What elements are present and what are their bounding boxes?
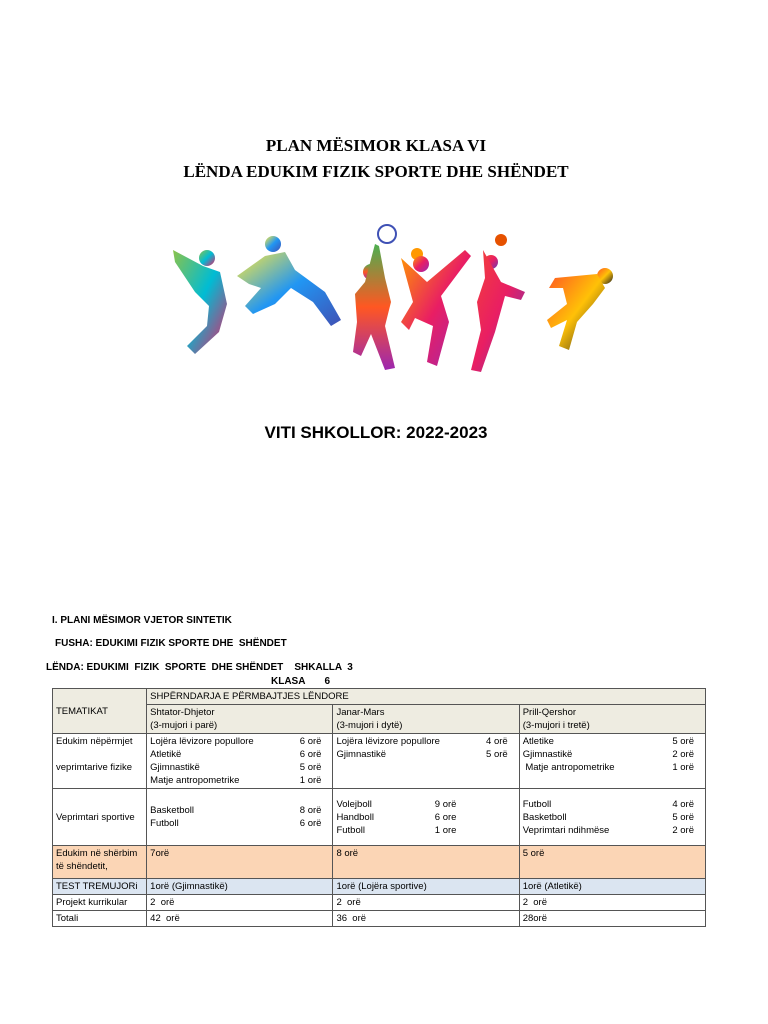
activity-name: Futboll [336,824,365,836]
period-sub: (3-mujori i dytë) [336,720,403,731]
activity-name: Gjimnastikë [336,749,387,760]
activity-hours: 1 orë [299,775,322,786]
document-title: PLAN MËSIMOR KLASA VI [265,136,487,155]
activity-hours: 2 orë [672,824,694,836]
activity-name: Basketboll [522,811,567,823]
curriculum-table [52,688,706,927]
activity-hours: 4 orë [486,736,508,747]
period-cell [147,734,333,789]
activity-hours: 6 orë [299,736,322,747]
activity-hours: 8 orë [299,805,322,816]
period-cell: 1orë (Atletikë) [519,879,705,895]
activity-line [523,748,702,761]
activity-name: Matje antropometrike [150,775,240,786]
period-name: Shtator-Dhjetor [150,707,215,718]
activity-hours: 1 orë [672,762,694,773]
theme-cell: Totali [53,911,147,927]
period-cell: 5 orë [519,846,705,879]
activity-line [336,824,456,837]
table-period-row [53,705,706,734]
period-cell: 28orë [519,911,705,927]
table-row [53,734,706,789]
table-header-row [53,689,706,705]
period-cell: 2 orë [147,895,333,911]
theme-cell: TEST TREMUJORi [53,879,147,895]
period-name: Janar-Mars [336,707,385,718]
activity-line [336,798,456,811]
activity-name: Basketboll [150,805,195,816]
activity-name: Futboll [522,798,552,810]
period-cell: 36 orë [333,911,519,927]
activity-line [523,811,702,824]
period-header [333,705,519,734]
activity-hours: 9 orë [434,798,457,810]
activity-hours: 5 orë [299,762,322,773]
activity-name: Handboll [336,811,374,823]
activity-hours: 2 orë [672,749,694,760]
activity-name: Lojëra lëvizore popullore [336,736,440,747]
activity-hours: 5 orë [672,811,694,823]
period-sub: (3-mujori i tretë) [522,720,590,731]
activity-line [150,735,329,748]
period-cell: 1orë (Gjimnastikë) [147,879,333,895]
activity-line [336,735,515,748]
activity-name: Futboll [150,818,179,829]
theme-cell: Edukim në shërbim të shëndetit, [53,846,147,879]
period-cell: 2 orë [333,895,519,911]
activity-name: Matje antropometrike [522,762,615,773]
activity-line [336,748,515,761]
period-cell [519,789,705,846]
activity-line [523,761,702,774]
field-label: FUSHA: EDUKIMI FIZIK SPORTE DHE SHËNDET [55,638,287,649]
subject-label: LËNDA: EDUKIMI FIZIK SPORTE DHE SHËNDET SHKALLA 3 [46,662,353,673]
activity-line [523,798,702,811]
section-heading: I. PLANI MËSIMOR VJETOR SINTETIK [52,615,232,626]
activity-line [150,761,329,774]
period-cell [333,789,519,846]
theme-line: veprimtarive fizike [56,762,133,773]
activity-hours: 5 orë [672,736,694,747]
activity-name: Veprimtari ndihmëse [522,824,610,836]
activity-line [150,774,329,787]
sports-silhouettes-illustration [165,222,625,382]
school-year: VITI SHKOLLOR: 2022-2023 [264,423,488,442]
period-cell [519,734,705,789]
activity-line [523,735,702,748]
period-name: Prill-Qershor [522,707,577,718]
activity-line [150,748,329,761]
activity-hours: 1 ore [434,824,457,836]
table-row-health [53,846,706,879]
period-cell: 7orë [147,846,333,879]
activity-line [523,824,702,837]
theme-line: Edukim nëpërmjet [56,736,133,747]
theme-cell [53,734,147,789]
table-row-total [53,911,706,927]
table-row-project [53,895,706,911]
activity-hours: 4 orë [672,798,694,810]
period-cell [333,734,519,789]
activity-name: Gjimnastikë [522,749,573,760]
activity-hours: 6 ore [434,811,457,823]
table-row-test [53,879,706,895]
activity-line [150,817,329,830]
activity-name: Atletikë [150,749,182,760]
column-header-distribution: SHPËRNDARJA E PËRMBAJTJES LËNDORE [147,689,706,705]
period-cell: 42 orë [147,911,333,927]
period-sub: (3-mujori i parë) [150,720,218,731]
activity-hours: 5 orë [486,749,508,760]
period-cell [147,789,333,846]
table-row [53,789,706,846]
activity-hours: 6 orë [299,749,322,760]
activity-line [336,811,456,824]
period-cell: 8 orë [333,846,519,879]
activity-line [150,804,329,817]
period-header [519,705,705,734]
document-subtitle: LËNDA EDUKIM FIZIK SPORTE DHE SHËNDET [183,162,569,181]
column-header-theme: TEMATIKAT [53,689,147,734]
period-cell: 2 orë [519,895,705,911]
period-header [147,705,333,734]
activity-name: Gjimnastikë [150,762,200,773]
activity-name: Volejboll [336,798,372,810]
theme-cell: Veprimtari sportive [53,789,147,846]
theme-cell: Projekt kurrikular [53,895,147,911]
activity-hours: 6 orë [299,818,322,829]
class-label: KLASA 6 [271,676,331,687]
period-cell: 1orë (Lojëra sportive) [333,879,519,895]
activity-name: Atletike [522,736,554,747]
activity-name: Lojëra lëvizore popullore [150,736,254,747]
